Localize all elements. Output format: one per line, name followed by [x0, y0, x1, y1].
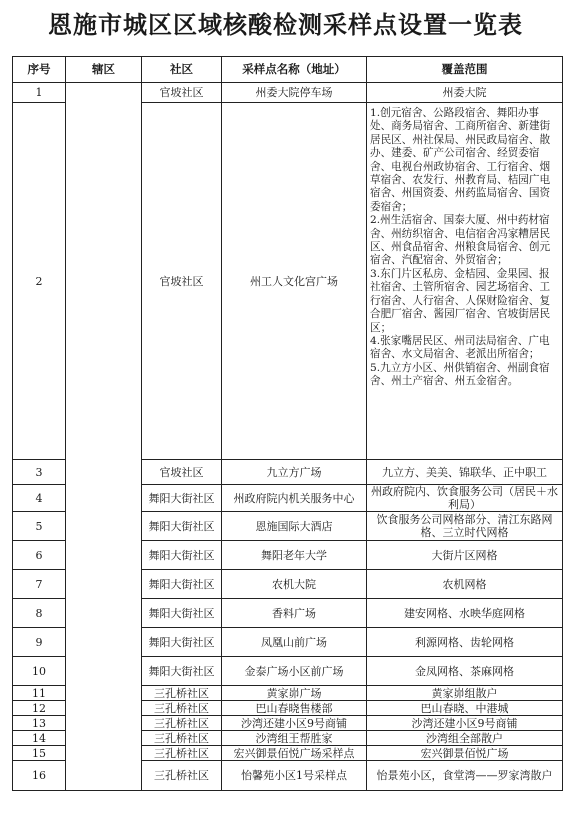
row-coverage: 怡景苑小区，食堂湾——罗家湾散户 — [367, 761, 563, 791]
row-no: 16 — [13, 761, 66, 791]
coverage-item: 4.张家嘴居民区、州司法局宿舍、广电宿舍、水文局宿舍、老派出所宿舍； — [370, 334, 550, 361]
row-coverage: 大街片区网格 — [367, 541, 563, 570]
row-coverage: 巴山春晓、中港城 — [367, 701, 563, 716]
header-district: 辖区 — [66, 57, 142, 83]
row-no: 1 — [13, 83, 66, 103]
row-community: 舞阳大街社区 — [142, 657, 222, 686]
row-site: 州工人文化宫广场 — [222, 103, 367, 460]
row-coverage: 建安网格、水映华庭网格 — [367, 599, 563, 628]
header-coverage: 覆盖范围 — [367, 57, 563, 83]
row-site: 金泰广场小区前广场 — [222, 657, 367, 686]
row-no: 2 — [13, 103, 66, 460]
row-coverage: 金凤网格、茶麻网格 — [367, 657, 563, 686]
row-no: 4 — [13, 485, 66, 512]
row-site: 宏兴御景佰悦广场采样点 — [222, 746, 367, 761]
row-site: 黄家峁广场 — [222, 686, 367, 701]
header-site: 采样点名称（地址） — [222, 57, 367, 83]
row-site: 凤凰山前广场 — [222, 628, 367, 657]
row-community: 三孔桥社区 — [142, 716, 222, 731]
row-site: 香料广场 — [222, 599, 367, 628]
header-community: 社区 — [142, 57, 222, 83]
row-no: 3 — [13, 460, 66, 485]
row-community: 三孔桥社区 — [142, 746, 222, 761]
row-no: 8 — [13, 599, 66, 628]
row-community: 三孔桥社区 — [142, 686, 222, 701]
row-community: 官坡社区 — [142, 103, 222, 460]
sampling-sites-table — [12, 56, 563, 791]
row-site: 州委大院停车场 — [222, 83, 367, 103]
row-no: 6 — [13, 541, 66, 570]
row-coverage: 黄家峁组散户 — [367, 686, 563, 701]
row-no: 11 — [13, 686, 66, 701]
row-community: 三孔桥社区 — [142, 761, 222, 791]
row-community: 舞阳大街社区 — [142, 570, 222, 599]
page-title: 恩施市城区区域核酸检测采样点设置一览表 — [48, 10, 523, 39]
row-no: 13 — [13, 716, 66, 731]
coverage-item: 1.创元宿舍、公路段宿舍、舞阳办事处、商务局宿舍、工商所宿舍、新建街居民区、州社保局、州民政局宿舍、散办、建委、矿产公司宿舍、经贸委宿舍、电视台州政协宿舍、工行宿舍、烟草宿舍、农发行、州教育局、桔园广电宿舍、州国资委、州药监局宿舍、国资委宿舍； — [370, 107, 551, 213]
row-community: 官坡社区 — [142, 83, 222, 103]
row-site: 舞阳老年大学 — [222, 541, 367, 570]
row-no: 10 — [13, 657, 66, 686]
row-coverage: 沙湾组全部散户 — [367, 731, 563, 746]
row-community: 舞阳大街社区 — [142, 599, 222, 628]
table-row — [13, 83, 563, 103]
district-cell — [66, 83, 142, 791]
row-site: 农机大院 — [222, 570, 367, 599]
row-community: 三孔桥社区 — [142, 701, 222, 716]
row-coverage: 州政府院内、饮食服务公司（居民＋水利局） — [367, 485, 563, 512]
row-community: 舞阳大街社区 — [142, 628, 222, 657]
header-no: 序号 — [13, 57, 66, 83]
row-site: 沙湾还建小区9号商铺 — [222, 716, 367, 731]
row-no: 15 — [13, 746, 66, 761]
row-no: 9 — [13, 628, 66, 657]
row-coverage: 饮食服务公司网格部分、清江东路网格、三立时代网格 — [367, 512, 563, 541]
coverage-item: 5.九立方小区、州供销宿舍、州副食宿舍、州土产宿舍、州五金宿舍。 — [370, 361, 550, 388]
row-site: 沙湾组王帮胜家 — [222, 731, 367, 746]
row-coverage: 州委大院 — [367, 83, 563, 103]
coverage-item: 2.州生活宿舍、国泰大厦、州中药材宿舍、州纺织宿舍、电信宿舍冯家糟居民区、州食品宿舍、州粮食局宿舍、创元宿舍、汽配宿舍、外贸宿舍； — [370, 214, 551, 267]
row-community: 舞阳大街社区 — [142, 541, 222, 570]
row-coverage: 宏兴御景佰悦广场 — [367, 746, 563, 761]
table-header-row — [13, 57, 563, 83]
row-community: 舞阳大街社区 — [142, 512, 222, 541]
row-no: 5 — [13, 512, 66, 541]
row-coverage — [367, 103, 563, 460]
row-coverage: 利源网格、齿轮网格 — [367, 628, 563, 657]
row-no: 12 — [13, 701, 66, 716]
row-coverage: 沙湾还建小区9号商铺 — [367, 716, 563, 731]
row-no: 7 — [13, 570, 66, 599]
row-no: 14 — [13, 731, 66, 746]
row-site: 巴山春晓售楼部 — [222, 701, 367, 716]
coverage-item: 3.东门片区私房、金桔园、金果园、报社宿舍、土管所宿舍、园艺场宿舍、工行宿舍、人行宿舍、人保财险宿舍、复合肥厂宿舍、酱园厂宿舍、官坡街居民区； — [370, 267, 551, 334]
row-site: 怡馨苑小区1号采样点 — [222, 761, 367, 791]
row-community: 官坡社区 — [142, 460, 222, 485]
row-site: 州政府院内机关服务中心 — [222, 485, 367, 512]
row-community: 三孔桥社区 — [142, 731, 222, 746]
row-site: 恩施国际大酒店 — [222, 512, 367, 541]
row-coverage: 九立方、美美、锦联华、正中职工 — [367, 460, 563, 485]
row-community: 舞阳大街社区 — [142, 485, 222, 512]
row-coverage: 农机网格 — [367, 570, 563, 599]
row-site: 九立方广场 — [222, 460, 367, 485]
